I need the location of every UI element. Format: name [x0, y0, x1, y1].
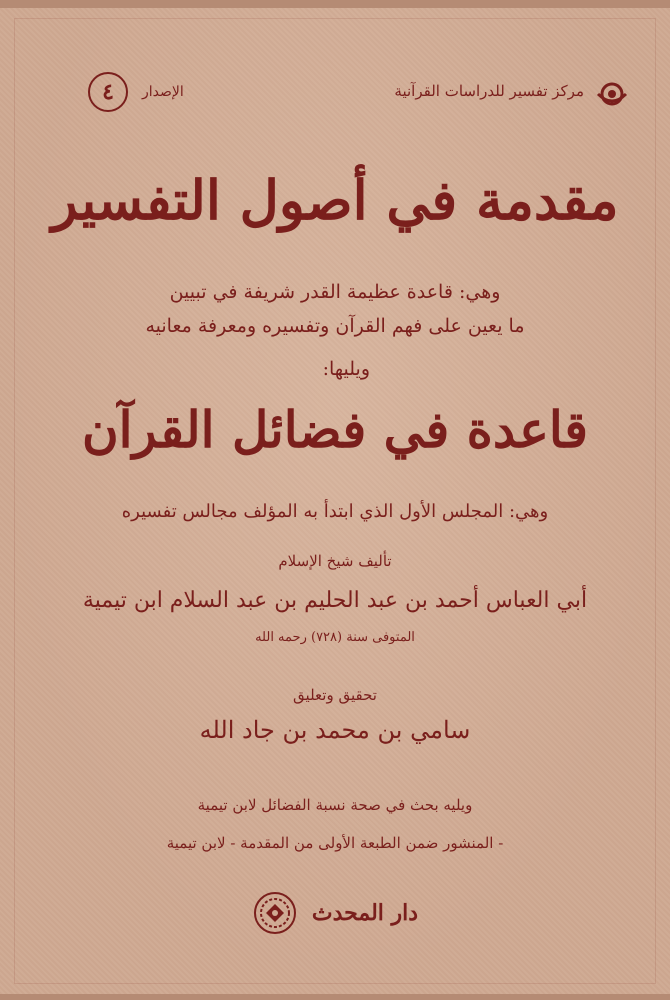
author-death-note: المتوفى سنة (٧٢٨) رحمه الله [255, 630, 415, 645]
issue-group [88, 72, 184, 112]
center-logo-icon [594, 76, 630, 112]
main-subtitle-line1: وهي: قاعدة عظيمة القدر شريفة في تبيين [169, 281, 501, 303]
note-line1: ويليه بحث في صحة نسبة الفضائل لابن تيمية [197, 796, 473, 814]
note-line2: - المنشور ضمن الطبعة الأولى من المقدمة - لابن تيمية [166, 834, 504, 852]
issue-number-badge: ٤ [88, 72, 128, 112]
publisher-name: دار المحدث [311, 900, 419, 926]
editor-name: سامي بن محمد بن جاد الله [199, 716, 471, 744]
second-title: قاعدة في فضائل القرآن [81, 400, 589, 459]
publisher-group [0, 890, 670, 936]
main-subtitle-line2: ما يعين على فهم القرآن وتفسيره ومعرفة معانيه [145, 315, 525, 337]
editor-label: تحقيق وتعليق [293, 686, 377, 704]
author-label: تأليف شيخ الإسلام [278, 552, 392, 570]
center-name: مركز تفسير للدراسات القرآنية [394, 82, 584, 100]
author-name: أبي العباس أحمد بن عبد الحليم بن عبد السلام ابن تيمية [82, 588, 588, 613]
publisher-emblem-icon [252, 890, 298, 936]
second-subtitle: وهي: المجلس الأول الذي ابتدأ به المؤلف مجالس تفسيره [121, 501, 549, 522]
followed-by-label: ويليها: [322, 358, 370, 380]
main-title: مقدمة في أصول التفسير [51, 168, 619, 232]
issue-label: الإصدار [142, 84, 184, 100]
